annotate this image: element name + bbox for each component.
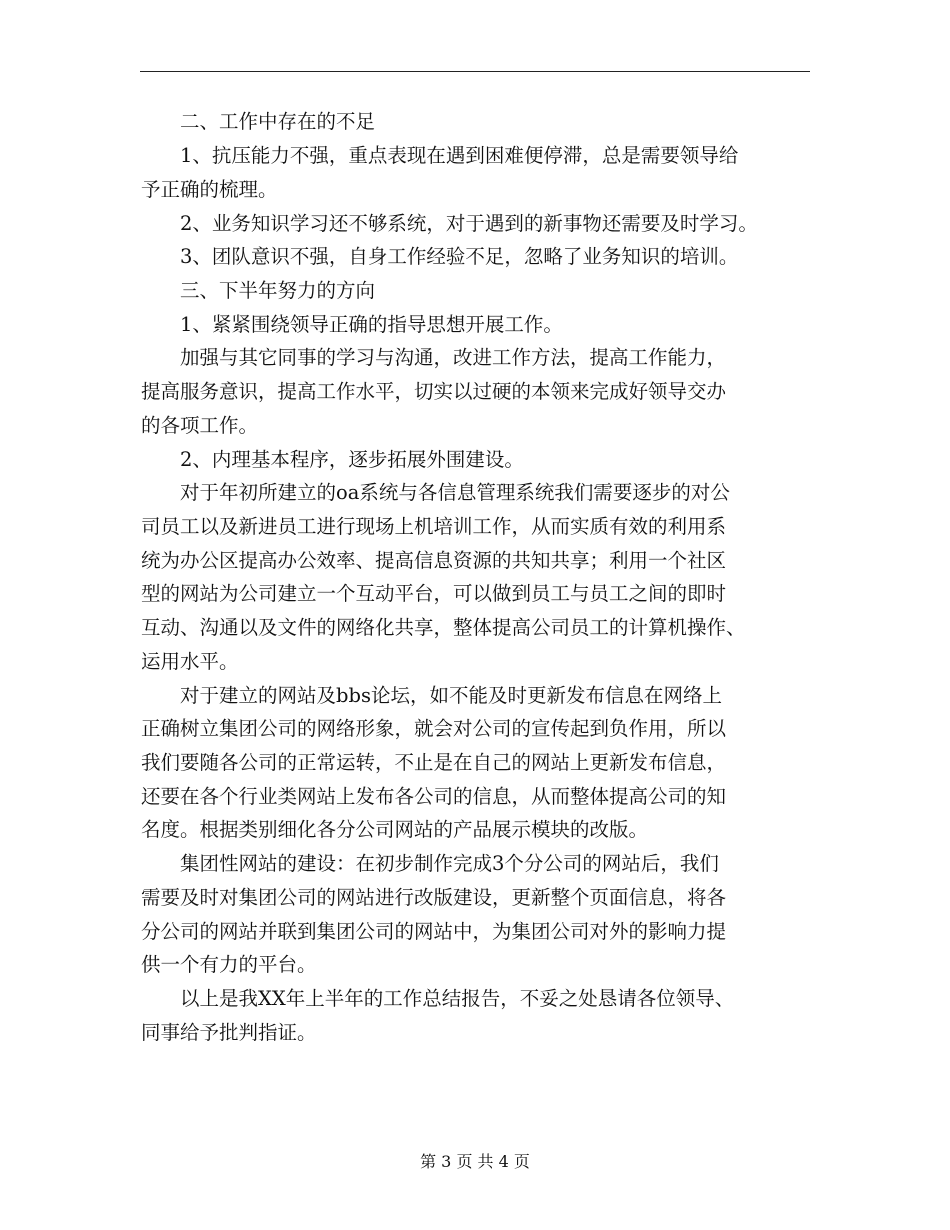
body-line: 互动、沟通以及文件的网络化共享，整体提高公司员工的计算机操作、 xyxy=(141,616,746,639)
body-line: 加强与其它同事的学习与沟通，改进工作方法，提高工作能力， xyxy=(141,346,727,369)
body-line: 统为办公区提高办公效率、提高信息资源的共知共享；利用一个社区 xyxy=(141,549,727,572)
page-number: 第 3 页 共 4 页 xyxy=(420,1152,530,1171)
body-line: 以上是我XX年上半年的工作总结报告，不妥之处恳请各位领导、 xyxy=(141,987,735,1010)
body-line: 1、抗压能力不强，重点表现在遇到困难便停滞，总是需要领导给 xyxy=(141,144,739,167)
body-line: 对于建立的网站及bbs论坛，如不能及时更新发布信息在网络上 xyxy=(141,684,722,707)
body-line: 1、紧紧围绕领导正确的指导思想开展工作。 xyxy=(141,313,563,336)
body-line: 集团性网站的建设：在初步制作完成3个分公司的网站后，我们 xyxy=(141,852,719,875)
body-line: 分公司的网站并联到集团公司的网站中，为集团公司对外的影响力提 xyxy=(141,920,727,943)
body-line: 型的网站为公司建立一个互动平台，可以做到员工与员工之间的即时 xyxy=(141,582,727,605)
body-line: 供一个有力的平台。 xyxy=(141,953,317,976)
body-line: 二、工作中存在的不足 xyxy=(141,110,376,133)
body-line: 我们要随各公司的正常运转，不止是在自己的网站上更新发布信息， xyxy=(141,751,727,774)
body-line: 正确树立集团公司的网络形象，就会对公司的宣传起到负作用，所以 xyxy=(141,717,727,740)
body-line: 还要在各个行业类网站上发布各公司的信息，从而整体提高公司的知 xyxy=(141,785,727,808)
body-line: 司员工以及新进员工进行现场上机培训工作，从而实质有效的利用系 xyxy=(141,515,727,538)
body-line: 予正确的梳理。 xyxy=(141,178,278,201)
body-line: 3、团队意识不强，自身工作经验不足，忽略了业务知识的培训。 xyxy=(141,245,739,268)
body-line: 提高服务意识，提高工作水平，切实以过硬的本领来完成好领导交办 xyxy=(141,380,727,403)
body-line: 三、下半年努力的方向 xyxy=(141,279,376,302)
header-rule xyxy=(140,71,810,72)
body-line: 对于年初所建立的oa系统与各信息管理系统我们需要逐步的对公 xyxy=(141,481,730,504)
body-line: 需要及时对集团公司的网站进行改版建设，更新整个页面信息，将各 xyxy=(141,886,727,909)
body-line: 的各项工作。 xyxy=(141,414,259,437)
body-line: 2、业务知识学习还不够系统，对于遇到的新事物还需要及时学习。 xyxy=(141,212,758,235)
body-line: 名度。根据类别细化各分公司网站的产品展示模块的改版。 xyxy=(141,818,649,841)
body-line: 同事给予批判指证。 xyxy=(141,1021,317,1044)
body-line: 2、内理基本程序，逐步拓展外围建设。 xyxy=(141,448,524,471)
body-line: 运用水平。 xyxy=(141,650,239,673)
